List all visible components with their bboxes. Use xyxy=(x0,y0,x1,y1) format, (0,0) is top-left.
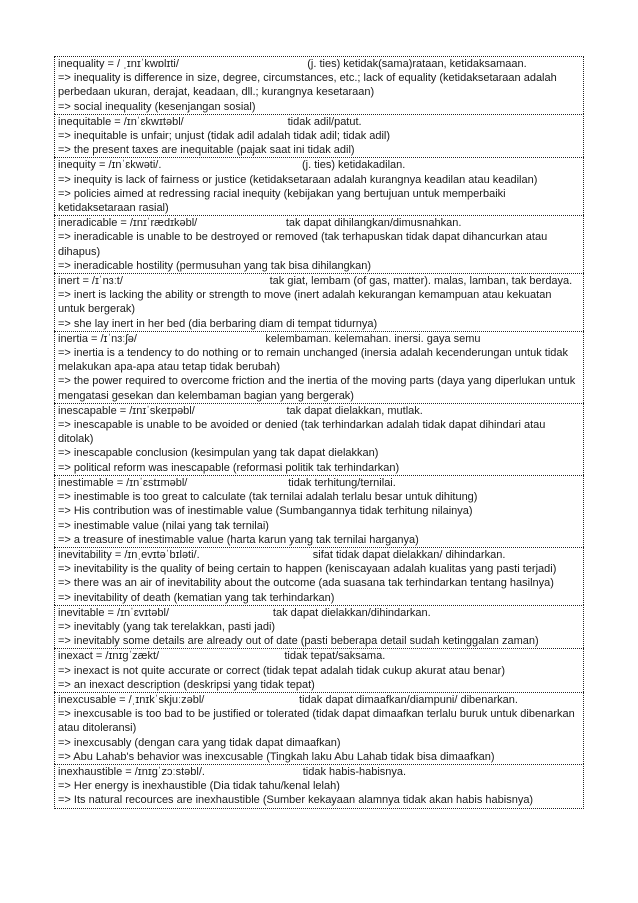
entry-example-line: => political reform was inescapable (reformasi politik tak terhindarkan) xyxy=(58,461,400,474)
entry-example-line: => social inequality (kesenjangan sosial) xyxy=(58,100,256,113)
dictionary-entry xyxy=(54,692,584,764)
dictionary-entry xyxy=(54,215,584,273)
entry-example-line: => Its natural recources are inexhaustible (Sumber kekayaan alamnya tidak akan habis habisnya) xyxy=(58,794,534,807)
entry-example-line: => policies aimed at redressing racial inequity (kebijakan yang bertujuan untuk memperbaiki ketidaksetaraan rasial) xyxy=(58,187,506,215)
entry-headword-line: inexcusable = /ˌɪnɪkˈskjuːzəbl/ tidak dapat dimaafkan/diampuni/ dibenarkan. xyxy=(58,693,518,706)
entry-headword-line: inestimable = /ɪnˈɛstɪməbl/ tidak terhitung/ternilai. xyxy=(58,476,396,489)
entry-headword-line: inescapable = /ɪnɪˈskeɪpəbl/ tak dapat dielakkan, mutlak. xyxy=(58,404,423,417)
entry-example-line: => inevitably some details are already out of date (pasti beberapa detail sudah ketinggalan zaman) xyxy=(58,635,539,648)
entry-example-line: => inert is lacking the ability or strength to move (inert adalah kekurangan kemampuan atau kekuatan untuk bergerak) xyxy=(58,289,552,316)
entry-headword-line: ineradicable = /ɪnɪˈrædɪkəbl/ tak dapat dihilangkan/dimusnahkan. xyxy=(58,217,462,230)
entry-example-line: => inestimable is too great to calculate (tak ternilai adalah terlalu besar untuk dihitung) xyxy=(58,491,478,504)
entry-example-line: => inescapable is unable to be avoided or denied (tak terhindarkan adalah tidak dapat dihindari atau ditolak) xyxy=(58,419,546,446)
entry-example-line: => inequality is difference in size, degree, circumstances, etc.; lack of equality (ketidaksetaraan adalah perbedaan ukuran, derajat, keadaan, dll.; kurangnya kesetaraan) xyxy=(58,72,557,99)
entry-headword-line: inequitable = /ɪnˈɛkwɪtəbl/ tidak adil/patut. xyxy=(58,115,362,128)
entry-example-line: => inexact is not quite accurate or correct (tidak tepat adalah tidak cukup akurat atau benar) xyxy=(58,664,505,677)
dictionary-entry xyxy=(54,403,584,475)
entry-example-line: => His contribution was of inestimable value (Sumbangannya tidak terhitung nilainya) xyxy=(58,505,473,518)
document-page xyxy=(54,56,584,809)
entry-example-line: => inequitable is unfair; unjust (tidak adil adalah tidak adil; tidak adil) xyxy=(58,130,391,143)
entry-headword-line: inexhaustible = /ɪnɪɡˈzɔːstəbl/. tidak habis-habisnya. xyxy=(58,765,407,778)
entry-example-line: => inestimable value (nilai yang tak ternilai) xyxy=(58,519,269,532)
dictionary-entry xyxy=(54,648,584,692)
dictionary-entry xyxy=(54,605,584,649)
entry-headword-line: inexact = /ɪnɪɡˈzækt/ tidak tepat/saksama. xyxy=(58,650,386,663)
entry-example-line: => the present taxes are inequitable (pajak saat ini tidak adil) xyxy=(58,144,355,157)
entry-example-line: => Her energy is inexhaustible (Dia tidak tahu/kenal lelah) xyxy=(58,780,340,793)
entry-example-line: => inertia is a tendency to do nothing or to remain unchanged (inersia adalah kecenderungan untuk tidak melakukan apa-apa atau tetap tidak berubah) xyxy=(58,347,569,374)
entry-headword-line: inertia = /ɪˈnɜːʃə/ kelembaman. kelemahan. inersi. gaya semu xyxy=(58,332,481,345)
dictionary-entry xyxy=(54,114,584,158)
entry-example-line: => the power required to overcome friction and the inertia of the moving parts (daya yang diperlukan untuk mengatasi gesekan dan kelembaman bagian yang bergerak) xyxy=(58,375,576,402)
entry-example-line: => she lay inert in her bed (dia berbaring diam di tempat tidurnya) xyxy=(58,317,378,330)
entry-example-line: => an inexact description (deskripsi yang tidak tepat) xyxy=(58,678,315,691)
dictionary-entry xyxy=(54,273,584,331)
entry-example-line: => inexcusable is too bad to be justified or tolerated (tidak dapat dimaafkan terlalu buruk untuk dibenarkan atau ditoleransi) xyxy=(58,708,575,735)
dictionary-entry xyxy=(54,547,584,605)
dictionary-entry xyxy=(54,56,584,114)
entry-example-line: => ineradicable hostility (permusuhan yang tak bisa dihilangkan) xyxy=(58,259,372,272)
entry-example-line: => inexcusably (dengan cara yang tidak dapat dimaafkan) xyxy=(58,736,341,749)
entry-example-line: => inevitability is the quality of being certain to happen (keniscayaan adalah kualitas yang pasti terjadi) xyxy=(58,563,557,576)
entry-headword-line: inevitable = /ɪnˈɛvɪtəbl/ tak dapat dielakkan/dihindarkan. xyxy=(58,606,431,619)
dictionary-entry xyxy=(54,475,584,547)
entry-example-line: => inescapable conclusion (kesimpulan yang tak dapat dielakkan) xyxy=(58,447,379,460)
dictionary-entry xyxy=(54,157,584,215)
entry-headword-line: inevitability = /ɪnˌevɪtəˈbɪləti/. sifat tidak dapat dielakkan/ dihindarkan. xyxy=(58,548,506,561)
entry-headword-line: inert = /ɪˈnɜːt/ tak giat, lembam (of gas, matter). malas, lamban, tak berdaya. xyxy=(58,275,573,288)
entry-example-line: => ineradicable is unable to be destroyed or removed (tak terhapuskan tidak dapat dihancurkan atau dihapus) xyxy=(58,231,548,258)
dictionary-entry xyxy=(54,331,584,403)
entry-headword-line: inequity = /ɪnˈɛkwəti/. (j. ties) ketidakadilan. xyxy=(58,159,406,172)
entry-example-line: => a treasure of inestimable value (harta karun yang tak ternilai harganya) xyxy=(58,533,419,546)
entry-example-line: => inequity is lack of fairness or justice (ketidaksetaraan adalah kurangnya keadilan atau keadilan) xyxy=(58,173,538,186)
entry-example-line: => inevitably (yang tak terelakkan, pasti jadi) xyxy=(58,620,276,633)
entry-example-line: => Abu Lahab's behavior was inexcusable (Tingkah laku Abu Lahab tidak bisa dimaafkan) xyxy=(58,750,495,763)
entry-headword-line: inequality = / ˌɪnɪˈkwɒlɪti/ (j. ties) ketidak(sama)rataan, ketidaksamaan. xyxy=(58,58,527,70)
dictionary-entry xyxy=(54,764,584,809)
entry-example-line: => inevitability of death (kematian yang tak terhindarkan) xyxy=(58,591,335,604)
entry-example-line: => there was an air of inevitability about the outcome (ada suasana tak terhindarkan tentang hasilnya) xyxy=(58,577,554,590)
